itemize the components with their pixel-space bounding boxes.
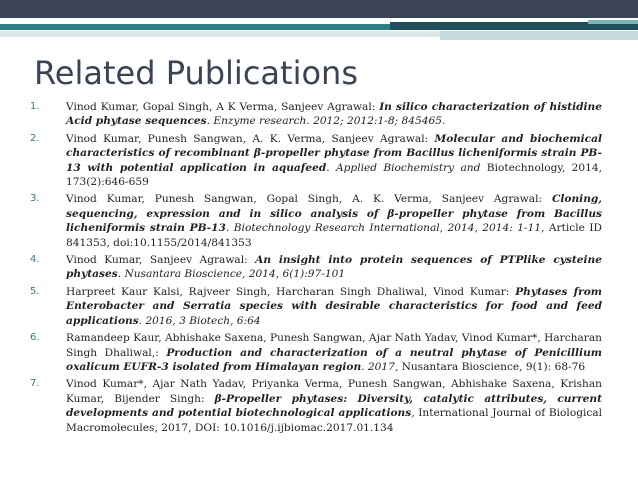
publication-source-italic: . Enzyme research. 2012; 2012:1-8; 845465. (206, 115, 446, 128)
publication-title: In silico characterization of histidine Acid phytase sequences (66, 101, 602, 128)
publication-title: Cloning, sequencing, expression and in silico analysis of β-propeller phytase from Bacillus licheniformis strain PB-13 (66, 193, 602, 235)
publication-title: Phytases from Enterobacter and Serratia species with desirable characteristics for food and feed applications (66, 285, 603, 327)
publication-item (28, 377, 602, 435)
publication-source-italic: , (411, 407, 415, 420)
publication-item (28, 285, 602, 328)
publication-source-italic: . 2016, 3 Biotech, 6:64 (138, 314, 261, 327)
slide-title: Related Publications (34, 54, 358, 92)
publication-item (28, 132, 602, 190)
publication-title: β-Propeller phytases: Diversity, catalytic attributes, current developments and potential biotechnological applications (66, 392, 603, 420)
publication-number: 5. (30, 285, 40, 297)
header-accent-segment (588, 20, 638, 24)
publication-title: Production and characterization of a neutral phytase of Penicillium oxalicum EUFR-3 isolated from Himalayan region (66, 346, 602, 373)
publication-source-italic: . Applied Biochemistry and (326, 161, 481, 174)
publication-list (28, 100, 602, 438)
publication-source: Nusantara Bioscience, 9(1): 68-76 (398, 360, 586, 373)
publication-source: Article ID 841353, doi:10.1155/2014/841353 (66, 222, 602, 249)
publication-number: 1. (30, 101, 40, 112)
publication-title: Molecular and biochemical characteristics of recombinant β-propeller phytase from Bacillus licheniformis strain PB-13 with potential application in aquafeed (66, 132, 602, 174)
publication-item (28, 253, 602, 282)
publication-source-italic: . Nusantara Bioscience, 2014, 6(1):97-101 (117, 268, 346, 281)
publication-authors: Harpreet Kaur Kalsi, Rajveer Singh, Harcharan Singh Dhaliwal, Vinod Kumar: (66, 285, 516, 298)
header-light-segment (440, 31, 638, 40)
publication-item (28, 100, 602, 129)
publication-item (28, 331, 602, 374)
publication-authors: Vinod Kumar*, Ajar Nath Yadav, Priyanka Verma, Punesh Sangwan, Abhishake Saxena, Krishan Kumar, Bijender Singh: (66, 378, 602, 405)
publication-authors: Vinod Kumar, Punesh Sangwan, A. K. Verma, Sanjeev Agrawal: (66, 132, 435, 145)
publication-number: 3. (30, 193, 40, 205)
publication-number: 2. (30, 132, 40, 144)
publication-item (28, 192, 602, 250)
publication-authors: Vinod Kumar, Sanjeev Agrawal: (66, 254, 256, 267)
publication-authors: Vinod Kumar, Gopal Singh, A K Verma, Sanjeev Agrawal: (66, 101, 380, 113)
publication-source: Biotechnology, 2014, 173(2):646-659 (66, 161, 602, 189)
header-dark-bar (0, 0, 638, 18)
publication-authors: Ramandeep Kaur, Abhishake Saxena, Punesh Sangwan, Ajar Nath Yadav, Vinod Kumar*, Harcharan Singh Dhaliwal,: (66, 332, 602, 359)
publication-title: An insight into protein sequences of PTPlike cysteine phytases (66, 254, 602, 281)
publication-number: 7. (30, 378, 40, 390)
publication-source-italic: . 2017, (361, 360, 399, 373)
publication-authors: Vinod Kumar, Punesh Sangwan, Gopal Singh, A. K. Verma, Sanjeev Agrawal: (66, 193, 552, 206)
publication-source: International Journal of Biological Macromolecules, 2017, DOI: 10.1016/j.ijbiomac.2017.01.134 (66, 407, 602, 434)
publication-number: 6. (30, 332, 40, 344)
publication-number: 4. (30, 254, 40, 266)
publication-source-italic: . Biotechnology Research International, 2014, 2014: 1-11, (225, 222, 545, 235)
